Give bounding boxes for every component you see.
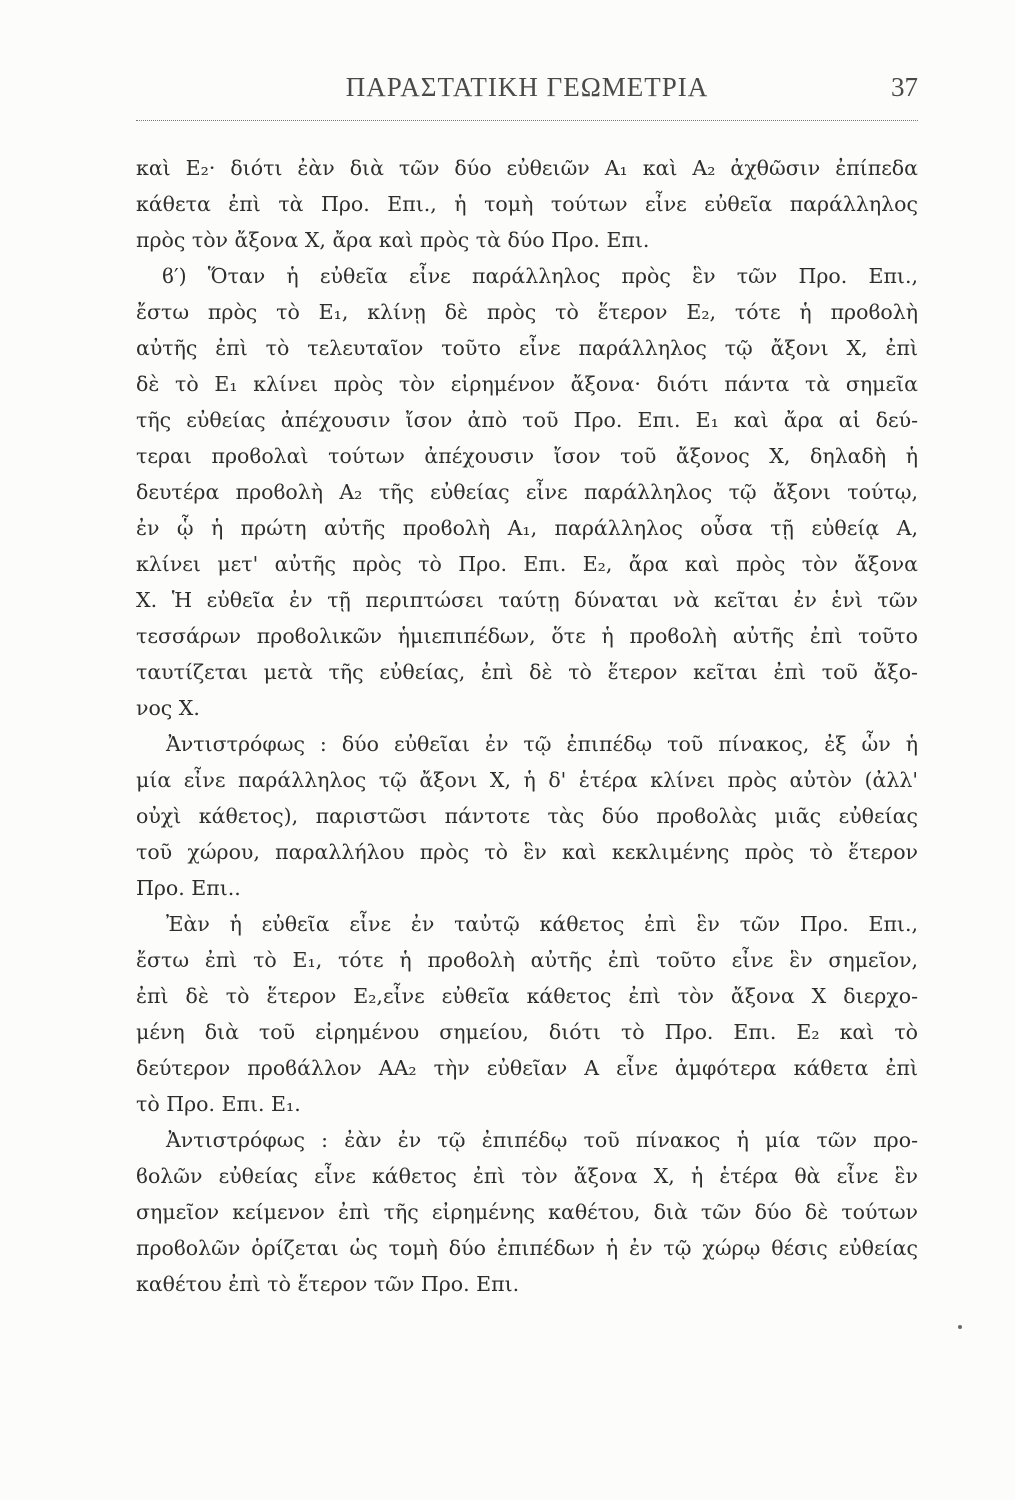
margin-mark xyxy=(958,1325,962,1329)
text-line: τεραι προϐολαὶ τούτων ἀπέχουσιν ἴσον τοῦ ἄξονος Χ, δηλαδὴ ἡ xyxy=(136,444,918,468)
running-head xyxy=(136,72,918,112)
text-line: μένη διὰ τοῦ εἰρημένου σημείου, διότι τὸ Προ. Επι. Ε₂ καὶ τὸ xyxy=(136,1020,918,1044)
text-line: πρὸς τὸν ἄξονα Χ, ἄρα καὶ πρὸς τὰ δύο Προ. Επι. xyxy=(136,228,650,252)
text-line: τῆς εὐθείας ἀπέχουσιν ἴσον ἀπὸ τοῦ Προ. Επι. Ε₁ καὶ ἄρα αἱ δεύ- xyxy=(136,408,918,432)
text-line: οὐχὶ κάθετος), παριστῶσι πάντοτε τὰς δύο προϐολὰς μιᾶς εὐθείας xyxy=(136,804,918,828)
text-line: αὐτῆς ἐπὶ τὸ τελευταῖον τοῦτο εἶνε παράλληλος τῷ ἄξονι Χ, ἐπὶ xyxy=(136,336,918,360)
header-rule xyxy=(136,120,918,121)
text-line: ταυτίζεται μετὰ τῆς εὐθείας, ἐπὶ δὲ τὸ ἕτερον κεῖται ἐπὶ τοῦ ἄξο- xyxy=(136,660,918,684)
text-line: δευτέρα προϐολὴ Α₂ τῆς εὐθείας εἶνε παράλληλος τῷ ἄξονι τούτῳ, xyxy=(136,480,918,504)
text-line: νος Χ. xyxy=(136,696,200,720)
text-line: σημεῖον κείμενον ἐπὶ τῆς εἰρημένης καθέτου, διὰ τῶν δύο δὲ τούτων xyxy=(136,1200,918,1224)
text-line: τεσσάρων προϐολικῶν ἡμιεπιπέδων, ὅτε ἡ προϐολὴ αὐτῆς ἐπὶ τοῦτο xyxy=(136,624,918,648)
running-title: ΠΑΡΑΣΤΑΤΙΚΗ ΓΕΩΜΕΤΡΙΑ xyxy=(345,72,709,102)
text-line: Χ. Ἡ εὐθεῖα ἐν τῇ περιπτώσει ταύτῃ δύναται νὰ κεῖται ἐν ἑνὶ τῶν xyxy=(136,588,918,612)
text-line: Ἀντιστρόφως : ἐὰν ἐν τῷ ἐπιπέδῳ τοῦ πίνακος ἡ μία τῶν προ- xyxy=(166,1128,918,1152)
text-line: ϐ′) Ὅταν ἡ εὐθεῖα εἶνε παράλληλος πρὸς ἓν τῶν Προ. Επι., xyxy=(162,264,918,288)
text-line: κάθετα ἐπὶ τὰ Προ. Επι., ἡ τομὴ τούτων εἶνε εὐθεῖα παράλληλος xyxy=(136,192,918,216)
text-line: ἔστω πρὸς τὸ Ε₁, κλίνῃ δὲ πρὸς τὸ ἕτερον Ε₂, τότε ἡ προϐολὴ xyxy=(136,300,918,324)
text-line: δεύτερον προϐάλλον ΑΑ₂ τὴν εὐθεῖαν Α εἶνε ἀμφότερα κάθετα ἐπὶ xyxy=(136,1056,918,1080)
text-line: δὲ τὸ Ε₁ κλίνει πρὸς τὸν εἰρημένον ἄξονα· διότι πάντα τὰ σημεῖα xyxy=(136,372,918,396)
text-line: προϐολῶν ὁρίζεται ὡς τομὴ δύο ἐπιπέδων ἡ ἐν τῷ χώρῳ θέσις εὐθείας xyxy=(136,1236,918,1260)
text-line: ἔστω ἐπὶ τὸ Ε₁, τότε ἡ προϐολὴ αὐτῆς ἐπὶ τοῦτο εἶνε ἓν σημεῖον, xyxy=(136,948,918,972)
text-line: τὸ Προ. Επι. Ε₁. xyxy=(136,1092,301,1116)
text-line: καθέτου ἐπὶ τὸ ἕτερον τῶν Προ. Επι. xyxy=(136,1272,520,1296)
text-line: ἐπὶ δὲ τὸ ἕτερον Ε₂,εἶνε εὐθεῖα κάθετος ἐπὶ τὸν ἄξονα Χ διερχο- xyxy=(136,984,918,1008)
text-line: τοῦ χώρου, παραλλήλου πρὸς τὸ ἓν καὶ κεκλιμένης πρὸς τὸ ἕτερον xyxy=(136,840,918,864)
text-line: ἐν ᾧ ἡ πρώτη αὐτῆς προϐολὴ Α₁, παράλληλος οὖσα τῇ εὐθείᾳ Α, xyxy=(136,516,918,540)
text-line: Ἀντιστρόφως : δύο εὐθεῖαι ἐν τῷ ἐπιπέδῳ τοῦ πίνακος, ἐξ ὧν ἡ xyxy=(166,732,918,756)
text-line: καὶ Ε₂· διότι ἐὰν διὰ τῶν δύο εὐθειῶν Α₁ καὶ Α₂ ἀχθῶσιν ἐπίπεδα xyxy=(136,156,918,180)
body-text xyxy=(136,150,918,1302)
text-line: Προ. Επι.. xyxy=(136,876,241,900)
text-line: ϐολῶν εὐθείας εἶνε κάθετος ἐπὶ τὸν ἄξονα Χ, ἡ ἑτέρα θὰ εἶνε ἓν xyxy=(136,1164,918,1188)
text-line: Ἐὰν ἡ εὐθεῖα εἶνε ἐν ταὐτῷ κάθετος ἐπὶ ἓν τῶν Προ. Επι., xyxy=(166,912,918,936)
text-line: μία εἶνε παράλληλος τῷ ἄξονι Χ, ἡ δ' ἑτέρα κλίνει πρὸς αὐτὸν (ἀλλ' xyxy=(136,768,918,792)
page-number: 37 xyxy=(891,72,918,102)
text-line: κλίνει μετ' αὐτῆς πρὸς τὸ Προ. Επι. Ε₂, ἄρα καὶ πρὸς τὸν ἄξονα xyxy=(136,552,918,576)
